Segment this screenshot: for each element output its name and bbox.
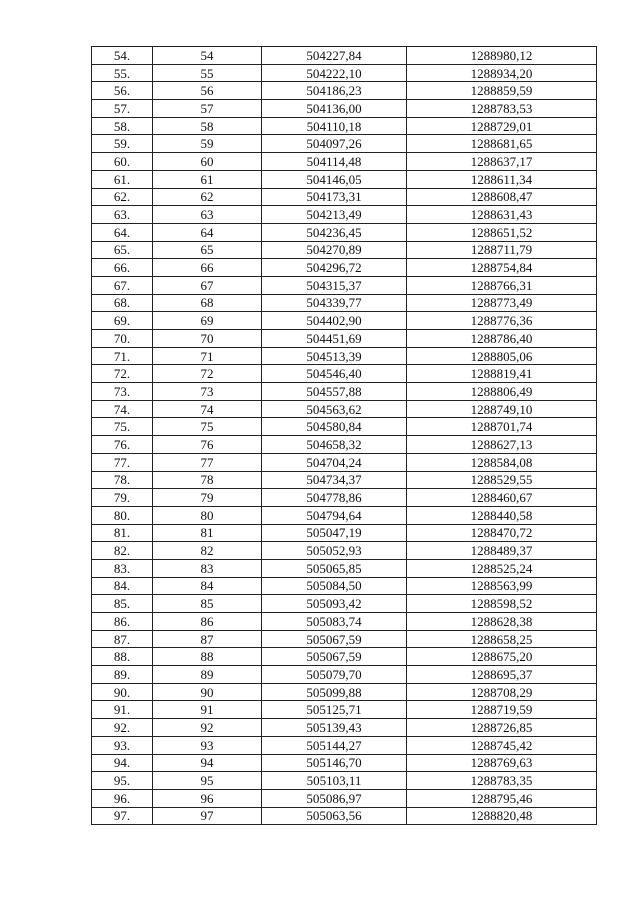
point-number-cell: 89 [153, 666, 262, 684]
y-coordinate-cell: 1288658,25 [407, 630, 597, 648]
row-index-cell: 96. [92, 789, 153, 807]
table-row [92, 719, 597, 737]
y-coordinate-cell: 1288529,55 [407, 471, 597, 489]
y-coordinate-cell: 1288470,72 [407, 524, 597, 542]
y-coordinate-cell: 1288776,36 [407, 312, 597, 330]
point-number-cell: 55 [153, 64, 262, 82]
x-coordinate-cell: 504296,72 [262, 259, 407, 277]
x-coordinate-cell: 505139,43 [262, 719, 407, 737]
point-number-cell: 86 [153, 613, 262, 631]
row-index-cell: 72. [92, 365, 153, 383]
row-index-cell: 67. [92, 276, 153, 294]
point-number-cell: 84 [153, 577, 262, 595]
point-number-cell: 57 [153, 100, 262, 118]
coordinates-table [91, 46, 597, 825]
y-coordinate-cell: 1288611,34 [407, 170, 597, 188]
row-index-cell: 55. [92, 64, 153, 82]
table-row [92, 259, 597, 277]
row-index-cell: 70. [92, 330, 153, 348]
point-number-cell: 58 [153, 117, 262, 135]
table-row [92, 135, 597, 153]
point-number-cell: 73 [153, 383, 262, 401]
table-row [92, 506, 597, 524]
x-coordinate-cell: 504315,37 [262, 276, 407, 294]
table-row [92, 471, 597, 489]
row-index-cell: 91. [92, 701, 153, 719]
x-coordinate-cell: 504146,05 [262, 170, 407, 188]
x-coordinate-cell: 505047,19 [262, 524, 407, 542]
y-coordinate-cell: 1288651,52 [407, 223, 597, 241]
y-coordinate-cell: 1288745,42 [407, 736, 597, 754]
x-coordinate-cell: 505067,59 [262, 630, 407, 648]
table-row [92, 754, 597, 772]
x-coordinate-cell: 504186,23 [262, 82, 407, 100]
y-coordinate-cell: 1288820,48 [407, 807, 597, 825]
table-row [92, 383, 597, 401]
table-row [92, 595, 597, 613]
x-coordinate-cell: 505052,93 [262, 542, 407, 560]
table-row [92, 648, 597, 666]
y-coordinate-cell: 1288440,58 [407, 506, 597, 524]
x-coordinate-cell: 504227,84 [262, 47, 407, 65]
y-coordinate-cell: 1288711,79 [407, 241, 597, 259]
table-row [92, 701, 597, 719]
table-row [92, 683, 597, 701]
x-coordinate-cell: 504236,45 [262, 223, 407, 241]
table-row [92, 772, 597, 790]
y-coordinate-cell: 1288859,59 [407, 82, 597, 100]
y-coordinate-cell: 1288806,49 [407, 383, 597, 401]
row-index-cell: 64. [92, 223, 153, 241]
x-coordinate-cell: 504563,62 [262, 400, 407, 418]
y-coordinate-cell: 1288631,43 [407, 206, 597, 224]
table-row [92, 347, 597, 365]
point-number-cell: 77 [153, 453, 262, 471]
row-index-cell: 57. [92, 100, 153, 118]
point-number-cell: 75 [153, 418, 262, 436]
x-coordinate-cell: 504173,31 [262, 188, 407, 206]
point-number-cell: 87 [153, 630, 262, 648]
y-coordinate-cell: 1288637,17 [407, 153, 597, 171]
x-coordinate-cell: 504658,32 [262, 436, 407, 454]
point-number-cell: 69 [153, 312, 262, 330]
x-coordinate-cell: 504114,48 [262, 153, 407, 171]
x-coordinate-cell: 505099,88 [262, 683, 407, 701]
row-index-cell: 84. [92, 577, 153, 595]
y-coordinate-cell: 1288627,13 [407, 436, 597, 454]
y-coordinate-cell: 1288795,46 [407, 789, 597, 807]
table-row [92, 241, 597, 259]
x-coordinate-cell: 505083,74 [262, 613, 407, 631]
y-coordinate-cell: 1288584,08 [407, 453, 597, 471]
point-number-cell: 65 [153, 241, 262, 259]
y-coordinate-cell: 1288608,47 [407, 188, 597, 206]
x-coordinate-cell: 504097,26 [262, 135, 407, 153]
row-index-cell: 80. [92, 506, 153, 524]
x-coordinate-cell: 505103,11 [262, 772, 407, 790]
x-coordinate-cell: 504339,77 [262, 294, 407, 312]
table-row [92, 312, 597, 330]
table-row [92, 436, 597, 454]
point-number-cell: 63 [153, 206, 262, 224]
y-coordinate-cell: 1288805,06 [407, 347, 597, 365]
y-coordinate-cell: 1288489,37 [407, 542, 597, 560]
y-coordinate-cell: 1288563,99 [407, 577, 597, 595]
x-coordinate-cell: 504110,18 [262, 117, 407, 135]
point-number-cell: 62 [153, 188, 262, 206]
row-index-cell: 59. [92, 135, 153, 153]
point-number-cell: 80 [153, 506, 262, 524]
x-coordinate-cell: 505065,85 [262, 559, 407, 577]
table-row [92, 453, 597, 471]
point-number-cell: 76 [153, 436, 262, 454]
row-index-cell: 74. [92, 400, 153, 418]
y-coordinate-cell: 1288525,24 [407, 559, 597, 577]
y-coordinate-cell: 1288819,41 [407, 365, 597, 383]
row-index-cell: 65. [92, 241, 153, 259]
point-number-cell: 85 [153, 595, 262, 613]
x-coordinate-cell: 505067,59 [262, 648, 407, 666]
point-number-cell: 78 [153, 471, 262, 489]
row-index-cell: 88. [92, 648, 153, 666]
point-number-cell: 71 [153, 347, 262, 365]
row-index-cell: 71. [92, 347, 153, 365]
point-number-cell: 93 [153, 736, 262, 754]
row-index-cell: 92. [92, 719, 153, 737]
x-coordinate-cell: 505144,27 [262, 736, 407, 754]
point-number-cell: 82 [153, 542, 262, 560]
point-number-cell: 66 [153, 259, 262, 277]
x-coordinate-cell: 504794,64 [262, 506, 407, 524]
y-coordinate-cell: 1288980,12 [407, 47, 597, 65]
row-index-cell: 81. [92, 524, 153, 542]
row-index-cell: 73. [92, 383, 153, 401]
y-coordinate-cell: 1288695,37 [407, 666, 597, 684]
point-number-cell: 83 [153, 559, 262, 577]
y-coordinate-cell: 1288681,65 [407, 135, 597, 153]
point-number-cell: 67 [153, 276, 262, 294]
row-index-cell: 61. [92, 170, 153, 188]
table-row [92, 117, 597, 135]
row-index-cell: 93. [92, 736, 153, 754]
row-index-cell: 54. [92, 47, 153, 65]
table-row [92, 736, 597, 754]
x-coordinate-cell: 505146,70 [262, 754, 407, 772]
y-coordinate-cell: 1288749,10 [407, 400, 597, 418]
row-index-cell: 68. [92, 294, 153, 312]
table-row [92, 630, 597, 648]
x-coordinate-cell: 505063,56 [262, 807, 407, 825]
point-number-cell: 94 [153, 754, 262, 772]
point-number-cell: 72 [153, 365, 262, 383]
point-number-cell: 56 [153, 82, 262, 100]
y-coordinate-cell: 1288773,49 [407, 294, 597, 312]
x-coordinate-cell: 504213,49 [262, 206, 407, 224]
row-index-cell: 86. [92, 613, 153, 631]
x-coordinate-cell: 505086,97 [262, 789, 407, 807]
x-coordinate-cell: 504270,89 [262, 241, 407, 259]
row-index-cell: 56. [92, 82, 153, 100]
x-coordinate-cell: 504136,00 [262, 100, 407, 118]
x-coordinate-cell: 505093,42 [262, 595, 407, 613]
x-coordinate-cell: 504546,40 [262, 365, 407, 383]
y-coordinate-cell: 1288460,67 [407, 489, 597, 507]
x-coordinate-cell: 504704,24 [262, 453, 407, 471]
row-index-cell: 97. [92, 807, 153, 825]
table-row [92, 170, 597, 188]
y-coordinate-cell: 1288786,40 [407, 330, 597, 348]
x-coordinate-cell: 505084,50 [262, 577, 407, 595]
point-number-cell: 74 [153, 400, 262, 418]
table-row [92, 64, 597, 82]
x-coordinate-cell: 504778,86 [262, 489, 407, 507]
table-row [92, 489, 597, 507]
coordinates-table-body [92, 47, 597, 825]
y-coordinate-cell: 1288769,63 [407, 754, 597, 772]
table-row [92, 82, 597, 100]
row-index-cell: 89. [92, 666, 153, 684]
point-number-cell: 95 [153, 772, 262, 790]
table-row [92, 400, 597, 418]
table-row [92, 294, 597, 312]
y-coordinate-cell: 1288675,20 [407, 648, 597, 666]
point-number-cell: 90 [153, 683, 262, 701]
point-number-cell: 60 [153, 153, 262, 171]
y-coordinate-cell: 1288719,59 [407, 701, 597, 719]
row-index-cell: 87. [92, 630, 153, 648]
table-row [92, 789, 597, 807]
y-coordinate-cell: 1288783,53 [407, 100, 597, 118]
y-coordinate-cell: 1288708,29 [407, 683, 597, 701]
x-coordinate-cell: 505079,70 [262, 666, 407, 684]
row-index-cell: 79. [92, 489, 153, 507]
point-number-cell: 92 [153, 719, 262, 737]
row-index-cell: 95. [92, 772, 153, 790]
point-number-cell: 61 [153, 170, 262, 188]
row-index-cell: 60. [92, 153, 153, 171]
row-index-cell: 78. [92, 471, 153, 489]
table-row [92, 153, 597, 171]
row-index-cell: 85. [92, 595, 153, 613]
table-row [92, 666, 597, 684]
row-index-cell: 69. [92, 312, 153, 330]
point-number-cell: 97 [153, 807, 262, 825]
y-coordinate-cell: 1288701,74 [407, 418, 597, 436]
y-coordinate-cell: 1288766,31 [407, 276, 597, 294]
table-row [92, 807, 597, 825]
table-row [92, 100, 597, 118]
point-number-cell: 88 [153, 648, 262, 666]
y-coordinate-cell: 1288726,85 [407, 719, 597, 737]
table-row [92, 613, 597, 631]
point-number-cell: 64 [153, 223, 262, 241]
table-row [92, 206, 597, 224]
row-index-cell: 77. [92, 453, 153, 471]
table-row [92, 559, 597, 577]
y-coordinate-cell: 1288934,20 [407, 64, 597, 82]
row-index-cell: 82. [92, 542, 153, 560]
point-number-cell: 91 [153, 701, 262, 719]
row-index-cell: 83. [92, 559, 153, 577]
row-index-cell: 94. [92, 754, 153, 772]
x-coordinate-cell: 504451,69 [262, 330, 407, 348]
point-number-cell: 54 [153, 47, 262, 65]
x-coordinate-cell: 504402,90 [262, 312, 407, 330]
point-number-cell: 70 [153, 330, 262, 348]
row-index-cell: 75. [92, 418, 153, 436]
row-index-cell: 66. [92, 259, 153, 277]
x-coordinate-cell: 504734,37 [262, 471, 407, 489]
table-row [92, 577, 597, 595]
x-coordinate-cell: 504513,39 [262, 347, 407, 365]
y-coordinate-cell: 1288628,38 [407, 613, 597, 631]
x-coordinate-cell: 504557,88 [262, 383, 407, 401]
table-row [92, 524, 597, 542]
row-index-cell: 58. [92, 117, 153, 135]
row-index-cell: 76. [92, 436, 153, 454]
point-number-cell: 96 [153, 789, 262, 807]
table-row [92, 47, 597, 65]
x-coordinate-cell: 505125,71 [262, 701, 407, 719]
table-row [92, 542, 597, 560]
table-row [92, 418, 597, 436]
row-index-cell: 90. [92, 683, 153, 701]
table-row [92, 276, 597, 294]
point-number-cell: 59 [153, 135, 262, 153]
y-coordinate-cell: 1288754,84 [407, 259, 597, 277]
row-index-cell: 63. [92, 206, 153, 224]
x-coordinate-cell: 504580,84 [262, 418, 407, 436]
table-row [92, 188, 597, 206]
y-coordinate-cell: 1288598,52 [407, 595, 597, 613]
row-index-cell: 62. [92, 188, 153, 206]
point-number-cell: 81 [153, 524, 262, 542]
y-coordinate-cell: 1288729,01 [407, 117, 597, 135]
x-coordinate-cell: 504222,10 [262, 64, 407, 82]
table-row [92, 223, 597, 241]
point-number-cell: 68 [153, 294, 262, 312]
y-coordinate-cell: 1288783,35 [407, 772, 597, 790]
point-number-cell: 79 [153, 489, 262, 507]
table-row [92, 330, 597, 348]
table-row [92, 365, 597, 383]
